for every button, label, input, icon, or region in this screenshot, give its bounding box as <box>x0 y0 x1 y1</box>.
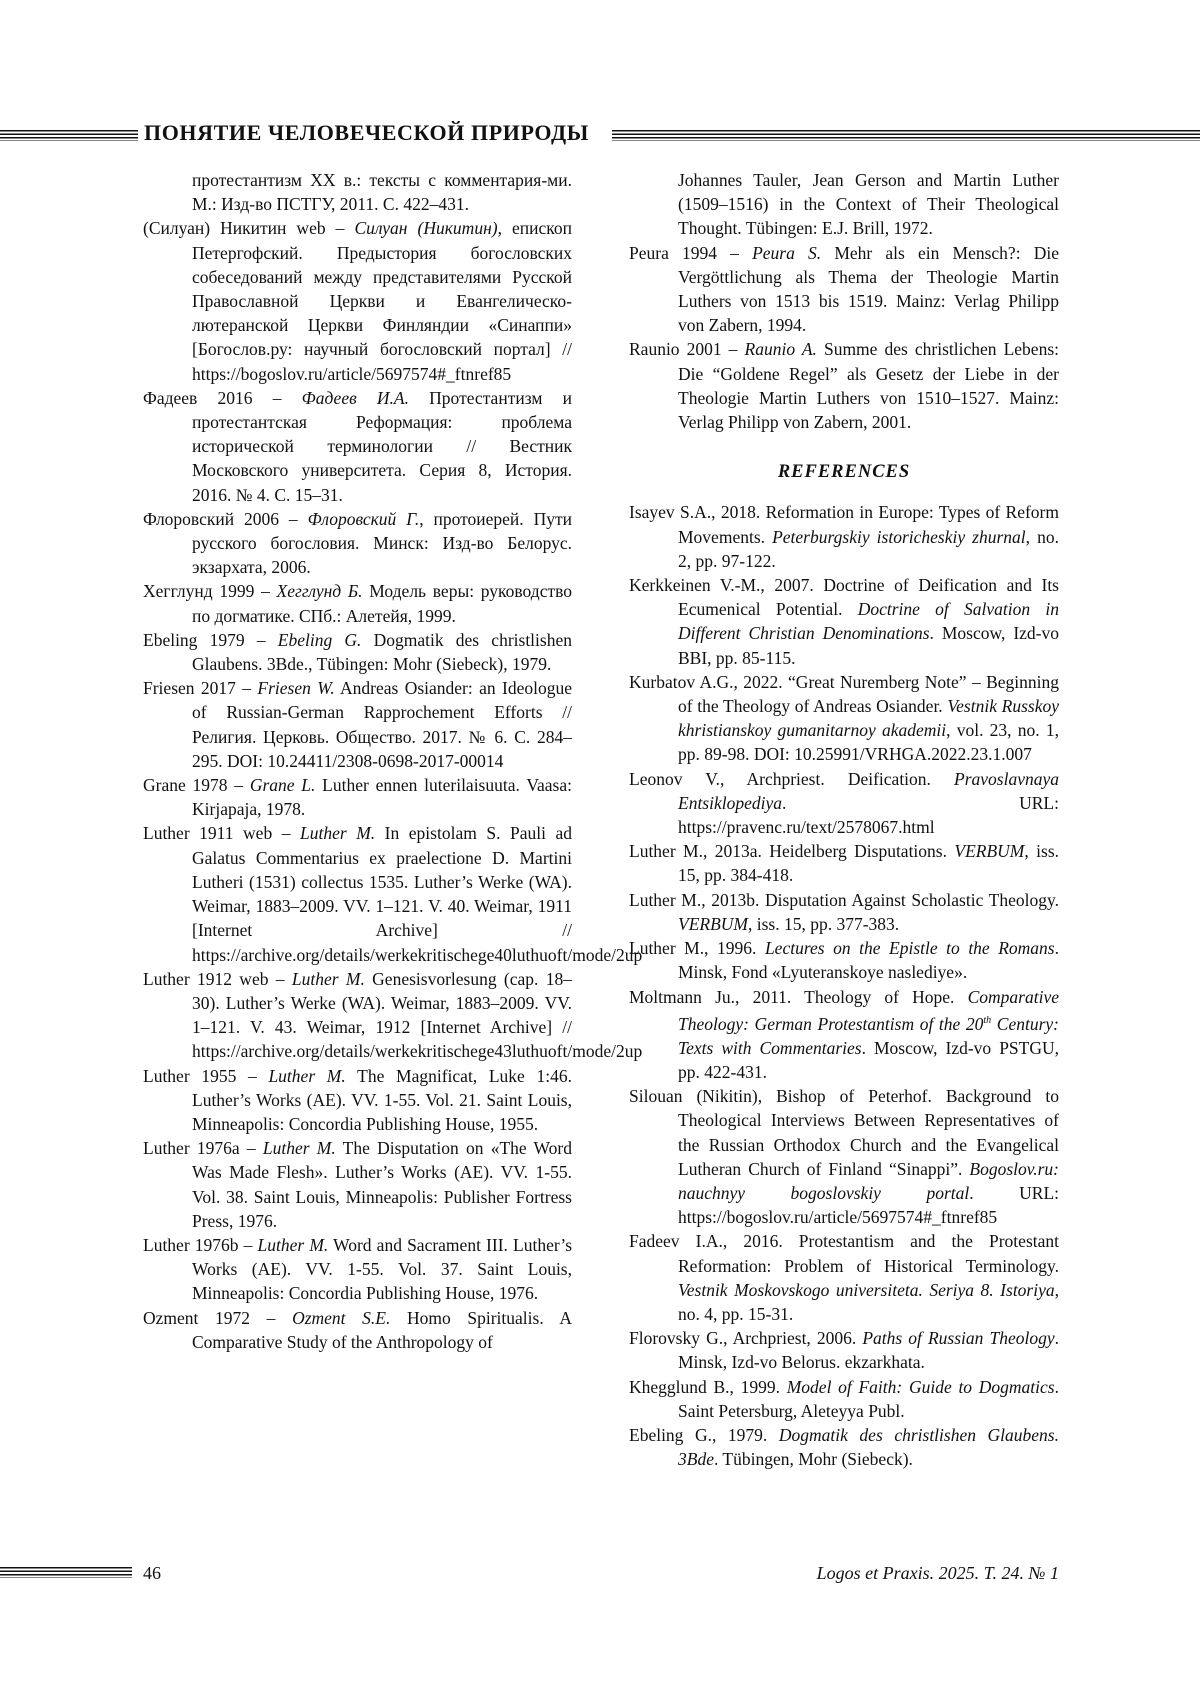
entry-text: Isayev S.A., 2018. Reformation in Europe: Types of Reform Movements. <box>629 502 1059 547</box>
bibliography-entry <box>629 985 1059 1085</box>
entry-text: Luther M., 1996. <box>629 938 765 959</box>
entry-text: Luther M., 2013a. Heidelberg Disputations. <box>629 841 955 862</box>
bibliography-entry <box>629 767 1059 840</box>
entry-text: . Moscow, Izd-vo PSTGU, pp. 422-431. <box>678 1037 1059 1082</box>
entry-text: The Disputation on «The Word Was Made Flesh». Luther’s Works (AE). VV. 1-55. Vol. 38. Saint Louis, Minneapolis: Publisher Fortress Press, 1976. <box>192 1138 573 1231</box>
entry-text: Leonov V., Archpriest. Deification. <box>629 768 955 789</box>
references-heading: REFERENCES <box>777 462 911 483</box>
bibliography-list-continued <box>629 168 1059 434</box>
entry-text: Luther 1976a – <box>143 1138 263 1159</box>
entry-italic-text: VERBUM <box>954 841 1025 862</box>
entry-text: In epistolam S. Pauli ad Galatus Commentarius ex praelectione D. Martini Lutheri (1531) collectus 1535. Luther’s Werke (WA). Weimar, 1883–2009. VV. 1–121. V. 40. Weimar, 1911 [Internet Archive] // https://archive.org/details/werkekritischege40luthuoft/mode/2up <box>192 823 643 965</box>
entry-text: Moltmann Ju., 2011. Theology of Hope. <box>629 986 968 1007</box>
entry-text: . Minsk, Izd-vo Belorus. ekzarkhata. <box>678 1328 1059 1373</box>
entry-text: Фадеев 2016 – <box>143 387 302 408</box>
bibliography-entry <box>629 839 1059 887</box>
entry-italic-text: Doctrine of Salvation in Different Christian Denominations <box>678 599 1059 644</box>
entry-text: Andreas Osiander: an Ideologue of Russian-German Rapprochement Efforts // Религия. Церковь. Общество. 2017. № 6. С. 284–295. DOI: 10.24411/2308-0698-2017-00014 <box>192 678 572 771</box>
entry-italic-text: Luther M. <box>262 1138 336 1159</box>
bibliography-entry <box>629 1229 1059 1326</box>
entry-text: Grane 1978 – <box>143 775 250 796</box>
entry-text: Silouan (Nikitin), Bishop of Peterhof. Background to Theological Interviews Between Representatives of the Russian Orthodox Church and the Evangelical Lutheran Church of Finland “Sinappi”. <box>629 1086 1059 1179</box>
header-rule-right <box>612 130 1200 141</box>
bibliography-entry <box>629 936 1059 984</box>
entry-text: Khegglund B., 1999. <box>629 1376 787 1397</box>
bibliography-entry <box>143 579 572 627</box>
journal-info: Logos et Praxis. 2025. Т. 24. № 1 <box>816 1563 1059 1583</box>
entry-text: Ozment 1972 – <box>143 1307 293 1328</box>
header-rule-left <box>0 130 138 141</box>
entry-text: Luther M., 2013b. Disputation Against Scholastic Theology. <box>629 889 1059 910</box>
entry-text: , епископ Петергофский. Предыстория богословских собеседований между представителями Русской Православной Церкви и Евангелическо-лютеранской Церкви Финляндии «Синаппи» [Богослов.ру: научный богословский портал] // https://bogoslov.ru/article/5697574#_ftnref85 <box>192 218 572 384</box>
entry-text: Флоровский 2006 – <box>143 508 308 529</box>
bibliography-entry-continuation <box>143 168 572 216</box>
bibliography-entry <box>629 888 1059 936</box>
entry-text: , iss. 15, pp. 384-418. <box>678 841 1060 886</box>
entry-text: . URL: https://pravenc.ru/text/2578067.html <box>678 792 1059 838</box>
entry-text: Dogmatik des christlishen Glaubens. 3Bde., Tübingen: Mohr (Siebeck), 1979. <box>192 629 572 675</box>
entry-text: Summe des christlichen Lebens: Die “Goldene Regel” als Gesetz der Liebe in der Theologie Martin Luthers von 1510–1527. Mainz: Verlag Philipp von Zabern, 2001. <box>678 339 1059 433</box>
entry-italic-text: Luther M. <box>300 823 376 844</box>
bibliography-entry <box>629 573 1059 670</box>
entry-italic-text: Флоровский Г. <box>307 508 420 529</box>
entry-text: Luther 1955 – <box>143 1065 269 1086</box>
entry-italic-text: Vestnik Moskovskogo universiteta. Seriya 8. Istoriya <box>678 1279 1055 1300</box>
entry-text: Протестантизм и протестантская Реформация: проблема исторической терминологии // Вестник Московского университета. Серия 8, История. 2016. № 4. С. 15–31. <box>192 387 573 505</box>
entry-text: . Minsk, Fond «Lyuteranskoye naslediye». <box>678 938 1059 983</box>
entry-italic-text: Lectures on the Epistle to the Romans <box>764 938 1055 959</box>
entry-text: . Saint Petersburg, Aleteyya Publ. <box>678 1376 1059 1421</box>
right-column <box>629 168 1059 1471</box>
entry-italic-text: Luther M. <box>291 968 365 989</box>
page-number: 46 <box>143 1563 161 1583</box>
entry-italic-text: VERBUM <box>678 913 748 934</box>
entry-text: The Magnificat, Luke 1:46. Luther’s Works (AE). VV. 1-55. Vol. 21. Saint Louis, Minneapolis: Concordia Publishing House, 1955. <box>192 1065 572 1134</box>
running-title: ПОНЯТИЕ ЧЕЛОВЕЧЕСКОЙ ПРИРОДЫ <box>144 120 589 145</box>
bibliography-entry <box>143 821 643 966</box>
bibliography-entry <box>143 386 572 507</box>
entry-italic-text: Pravoslavnaya Entsiklopediya <box>678 768 1059 813</box>
entry-text: , vol. 23, no. 1, pp. 89-98. DOI: 10.25991/VRHGA.2022.23.1.007 <box>678 720 1059 765</box>
bibliography-entry <box>143 1233 572 1306</box>
entry-text: Friesen 2017 – <box>143 678 258 699</box>
entry-text: Luther 1912 web – <box>143 968 292 989</box>
bibliography-entry <box>143 1306 572 1354</box>
entry-text: Peura 1994 – <box>629 242 753 263</box>
entry-text: Kerkkeinen V.-M., 2007. Doctrine of Deification and Its Ecumenical Potential. <box>629 575 1059 620</box>
bibliography-entry <box>629 1375 1059 1423</box>
bibliography-entry <box>629 1326 1059 1374</box>
entry-text: Johannes Tauler, Jean Gerson and Martin Luther (1509–1516) in the Context of Their Theological Thought. Tübingen: E.J. Brill, 1972. <box>678 170 1059 239</box>
bibliography-entry <box>143 773 572 821</box>
entry-italic-text: Paths of Russian Theology <box>862 1328 1055 1349</box>
entry-text: , no. 2, pp. 97-122. <box>678 526 1059 571</box>
bibliography-entry <box>629 337 1059 434</box>
entry-italic-text: Luther M. <box>268 1065 346 1086</box>
entry-text: Fadeev I.A., 2016. Protestantism and the Protestant Reformation: Problem of Historical Terminology. <box>629 1231 1059 1276</box>
entry-italic-text: Comparative Theology: German Protestantism of the 20 <box>678 986 1059 1034</box>
bibliography-entry <box>143 628 572 676</box>
bibliography-entry <box>629 670 1059 767</box>
entry-text: Хегглунд 1999 – <box>143 581 277 602</box>
entry-text: . Moscow, Izd-vo BBI, pp. 85-115. <box>678 623 1059 668</box>
left-column <box>143 168 643 1354</box>
entry-text: Kurbatov A.G., 2022. “Great Nuremberg Note” – Beginning of the Theology of Andreas Osiander. <box>629 671 1059 717</box>
bibliography-entry <box>143 967 643 1064</box>
entry-text: . URL: https://bogoslov.ru/article/5697574#_ftnref85 <box>678 1182 1059 1228</box>
entry-text: Raunio 2001 – <box>629 339 745 360</box>
bibliography-entry <box>143 507 572 580</box>
entry-italic-text: Grane L. <box>249 775 316 796</box>
entry-italic-text: Хегглунд Б. <box>276 581 363 602</box>
bibliography-list <box>143 168 643 1354</box>
entry-text: . Tübingen, Mohr (Siebeck). <box>713 1449 913 1470</box>
entry-text: Модель веры: руководство по догматике. СПб.: Алетейя, 1999. <box>192 581 573 626</box>
entry-text: Ebeling 1979 – <box>143 629 278 650</box>
entry-italic-text: Peterburgskiy istoricheskiy zhurnal <box>772 526 1026 547</box>
entry-text: Mehr als ein Mensch?: Die Vergöttlichung als Thema der Theologie Martin Luthers von 1513 bis 1519. Mainz: Verlag Philipp von Zabern, 1994. <box>678 242 1059 336</box>
entry-italic-text: Model of Faith: Guide to Dogmatics <box>786 1376 1055 1397</box>
entry-italic-text: Силуан (Никитин) <box>354 218 498 239</box>
bibliography-entry <box>143 676 572 773</box>
bibliography-entry <box>143 1064 572 1137</box>
entry-italic-text: Ebeling G. <box>277 629 362 650</box>
entry-text: Luther 1911 web – <box>143 823 300 844</box>
entry-text: , iss. 15, pp. 377-383. <box>747 913 900 934</box>
entry-italic-text: Century: Texts with Commentaries <box>678 1013 1059 1058</box>
entry-italic-text: th <box>983 1014 992 1026</box>
entry-italic-text: Vestnik Russkoy khristianskoy gumanitarnoy akademii <box>678 696 1059 741</box>
bibliography-entry <box>143 216 572 385</box>
entry-text: Genesisvorlesung (cap. 18–30). Luther’s Werke (WA). Weimar, 1883–2009. VV. 1–121. V. 43. Weimar, 1912 [Internet Archive] // https://archive.org/details/werkekritischege43luthuoft/mode/2up <box>192 968 643 1062</box>
entry-italic-text: Ozment S.E. <box>292 1307 391 1328</box>
references-list <box>629 500 1059 1471</box>
entry-italic-text: Raunio A. <box>744 339 817 360</box>
entry-text: Word and Sacrament III. Luther’s Works (AE). VV. 1-55. Vol. 37. Saint Louis, Minneapolis: Concordia Publishing House, 1976. <box>192 1234 573 1304</box>
entry-text: протестантизм XX в.: тексты с комментария-ми. М.: Изд-во ПСТГУ, 2011. С. 422–431. <box>192 170 572 215</box>
bibliography-entry-continuation <box>629 168 1059 241</box>
entry-text: Ebeling G., 1979. <box>629 1424 779 1445</box>
entry-italic-text: Luther M. <box>257 1234 329 1255</box>
bibliography-entry <box>629 500 1059 573</box>
bibliography-entry <box>629 241 1059 338</box>
entry-italic-text: Bogoslov.ru: nauchnyy bogoslovskiy portal <box>678 1158 1059 1203</box>
entry-text: , no. 4, pp. 15-31. <box>678 1279 1059 1324</box>
entry-text: Luther ennen luterilaisuuta. Vaasa: Kirjapaja, 1978. <box>192 775 572 820</box>
entry-text: Florovsky G., Archpriest, 2006. <box>629 1328 863 1349</box>
entry-italic-text: Peura S. <box>752 242 822 263</box>
entry-text: Homo Spiritualis. A Comparative Study of the Anthropology of <box>192 1307 573 1352</box>
entry-text: (Силуан) Никитин web – <box>143 218 355 239</box>
bibliography-entry <box>629 1423 1059 1471</box>
entry-italic-text: Friesen W. <box>257 678 335 699</box>
entry-italic-text: Dogmatik des christlishen Glaubens. 3Bde <box>678 1424 1059 1470</box>
footer-rule <box>0 1567 132 1578</box>
bibliography-entry <box>143 1136 572 1233</box>
entry-text: Luther 1976b – <box>143 1234 258 1255</box>
entry-text: , протоиерей. Пути русского богословия. Минск: Изд-во Белорус. экзархата, 2006. <box>192 508 572 578</box>
entry-italic-text: Фадеев И.А. <box>301 387 409 408</box>
bibliography-entry <box>629 1084 1059 1229</box>
